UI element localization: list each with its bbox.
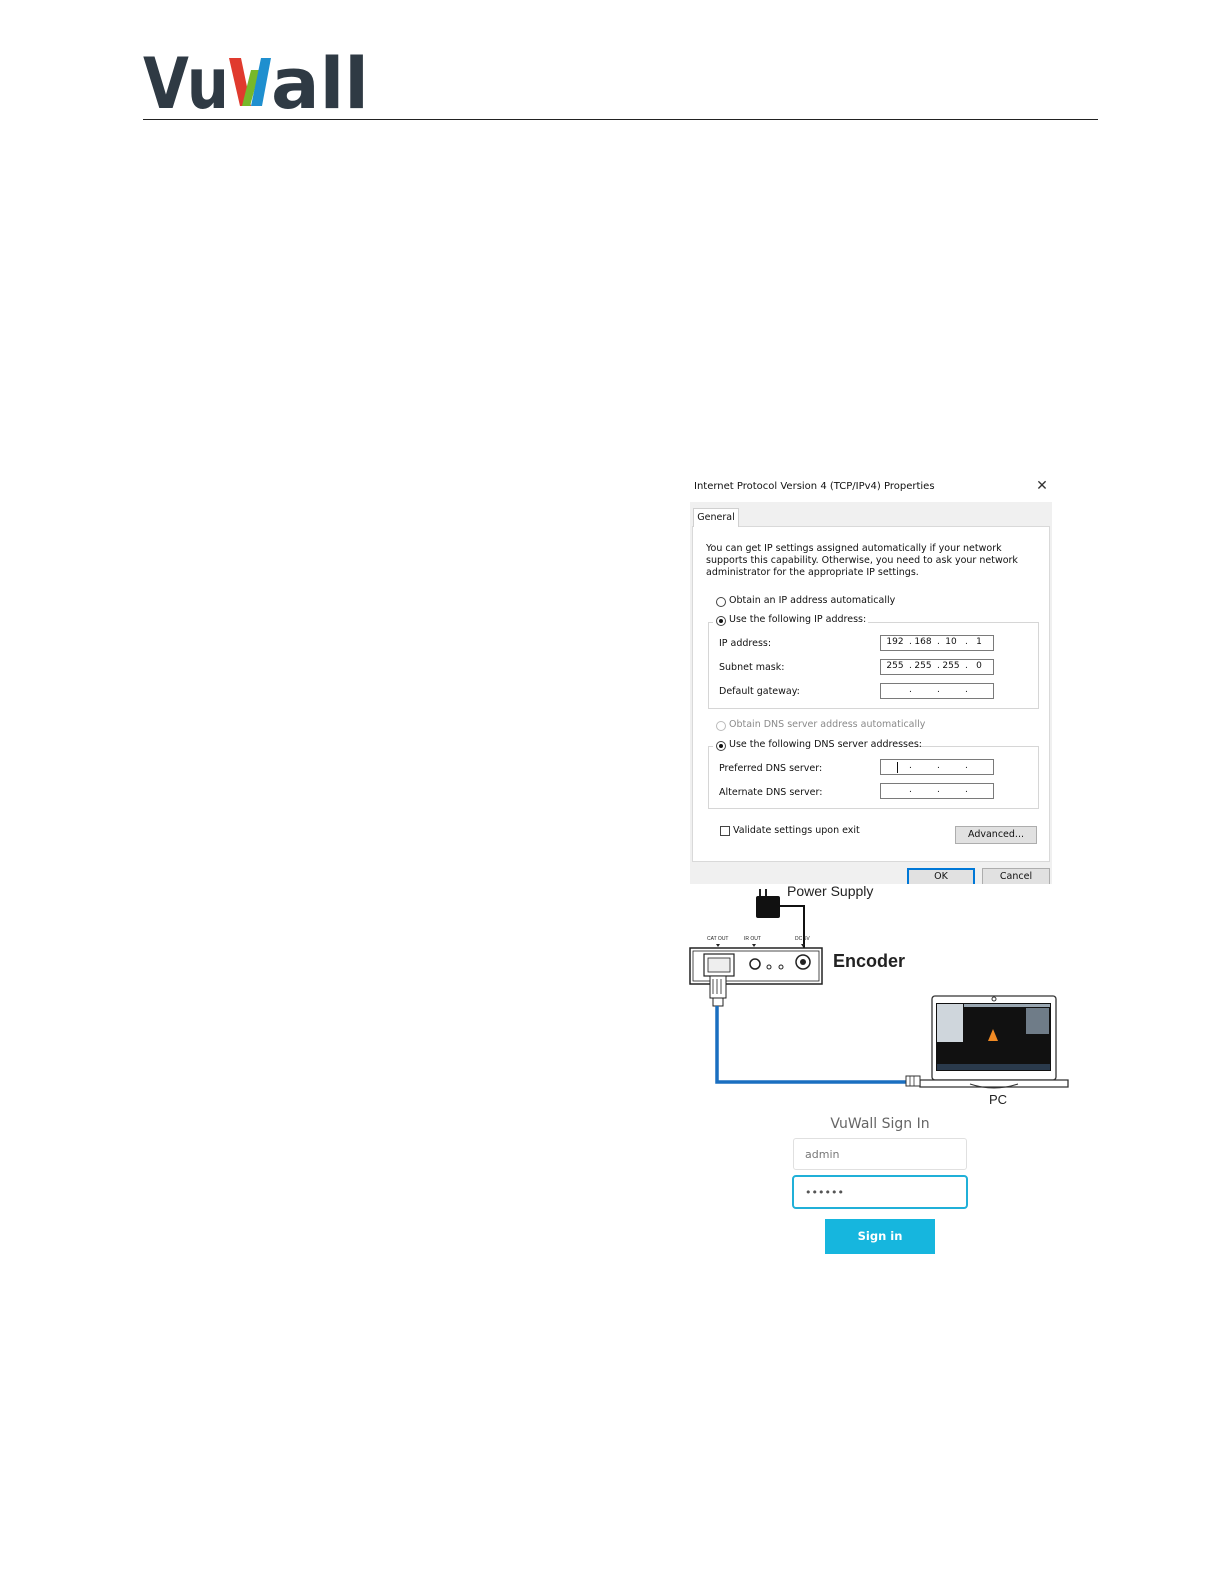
vuwall-logo: [143, 48, 383, 114]
default-gateway-input[interactable]: . . .: [880, 683, 994, 699]
ip-address-input[interactable]: 192 . 168 . 10 . 1: [880, 635, 994, 651]
svg-text:Vu: Vu: [143, 48, 229, 114]
signin-title: VuWall Sign In: [830, 1116, 930, 1132]
port-label-dc: DC 5V: [795, 936, 810, 942]
alternate-dns-input[interactable]: . . .: [880, 783, 994, 799]
obtain-dns-auto-radio[interactable]: [716, 721, 726, 731]
general-tab-panel: [692, 526, 1050, 862]
username-input[interactable]: [793, 1138, 967, 1170]
sign-in-button[interactable]: Sign in: [825, 1219, 935, 1254]
obtain-ip-auto-radio[interactable]: [716, 597, 726, 607]
use-following-ip-radio[interactable]: [716, 616, 726, 626]
header-divider: [143, 119, 1098, 120]
subnet-mask-input[interactable]: 255 . 255 . 255 . 0: [880, 659, 994, 675]
dialog-body: [690, 502, 1052, 884]
validate-settings-checkbox[interactable]: [720, 826, 730, 836]
encoder-label: Encoder: [833, 951, 906, 971]
ok-button[interactable]: OK: [907, 868, 975, 884]
cancel-button[interactable]: Cancel: [982, 868, 1050, 884]
preferred-dns-input[interactable]: . . .: [880, 759, 994, 775]
obtain-ip-auto-label: Obtain an IP address automatically: [729, 595, 896, 606]
use-following-dns-radio[interactable]: [716, 741, 726, 751]
close-icon[interactable]: ✕: [1036, 478, 1048, 494]
dns-settings-group: [708, 746, 1039, 809]
connection-diagram: [686, 884, 1074, 1110]
validate-settings-label: Validate settings upon exit: [733, 825, 860, 836]
port-label-ir-out: IR OUT: [744, 936, 761, 942]
preferred-dns-label: Preferred DNS server:: [719, 763, 823, 774]
password-input[interactable]: [792, 1175, 968, 1209]
default-gateway-label: Default gateway:: [719, 686, 800, 697]
network-cable: [717, 1006, 908, 1082]
alternate-dns-label: Alternate DNS server:: [719, 787, 823, 798]
power-supply-label: Power Supply: [787, 883, 874, 899]
obtain-dns-auto-label: Obtain DNS server address automatically: [729, 719, 926, 730]
dialog-title: Internet Protocol Version 4 (TCP/IPv4) Properties: [694, 481, 935, 492]
use-following-dns-label: Use the following DNS server addresses:: [729, 739, 922, 750]
subnet-mask-label: Subnet mask:: [719, 662, 785, 673]
port-label-cat-out: CAT OUT: [707, 936, 729, 942]
intro-text: You can get IP settings assigned automatically if your network supports this capability. Otherwise, you need to ask your network administrator for the appropriate IP settings.: [706, 543, 1018, 578]
advanced-button[interactable]: Advanced...: [955, 826, 1037, 844]
ip-address-label: IP address:: [719, 638, 772, 649]
ipv4-properties-dialog: [688, 476, 1056, 884]
use-following-ip-label: Use the following IP address:: [729, 614, 867, 625]
svg-text:all: all: [271, 48, 369, 114]
tab-general[interactable]: General: [693, 508, 739, 527]
encoder-device-icon: [690, 944, 822, 1006]
laptop-icon: [906, 996, 1068, 1088]
pc-label: PC: [989, 1092, 1008, 1107]
